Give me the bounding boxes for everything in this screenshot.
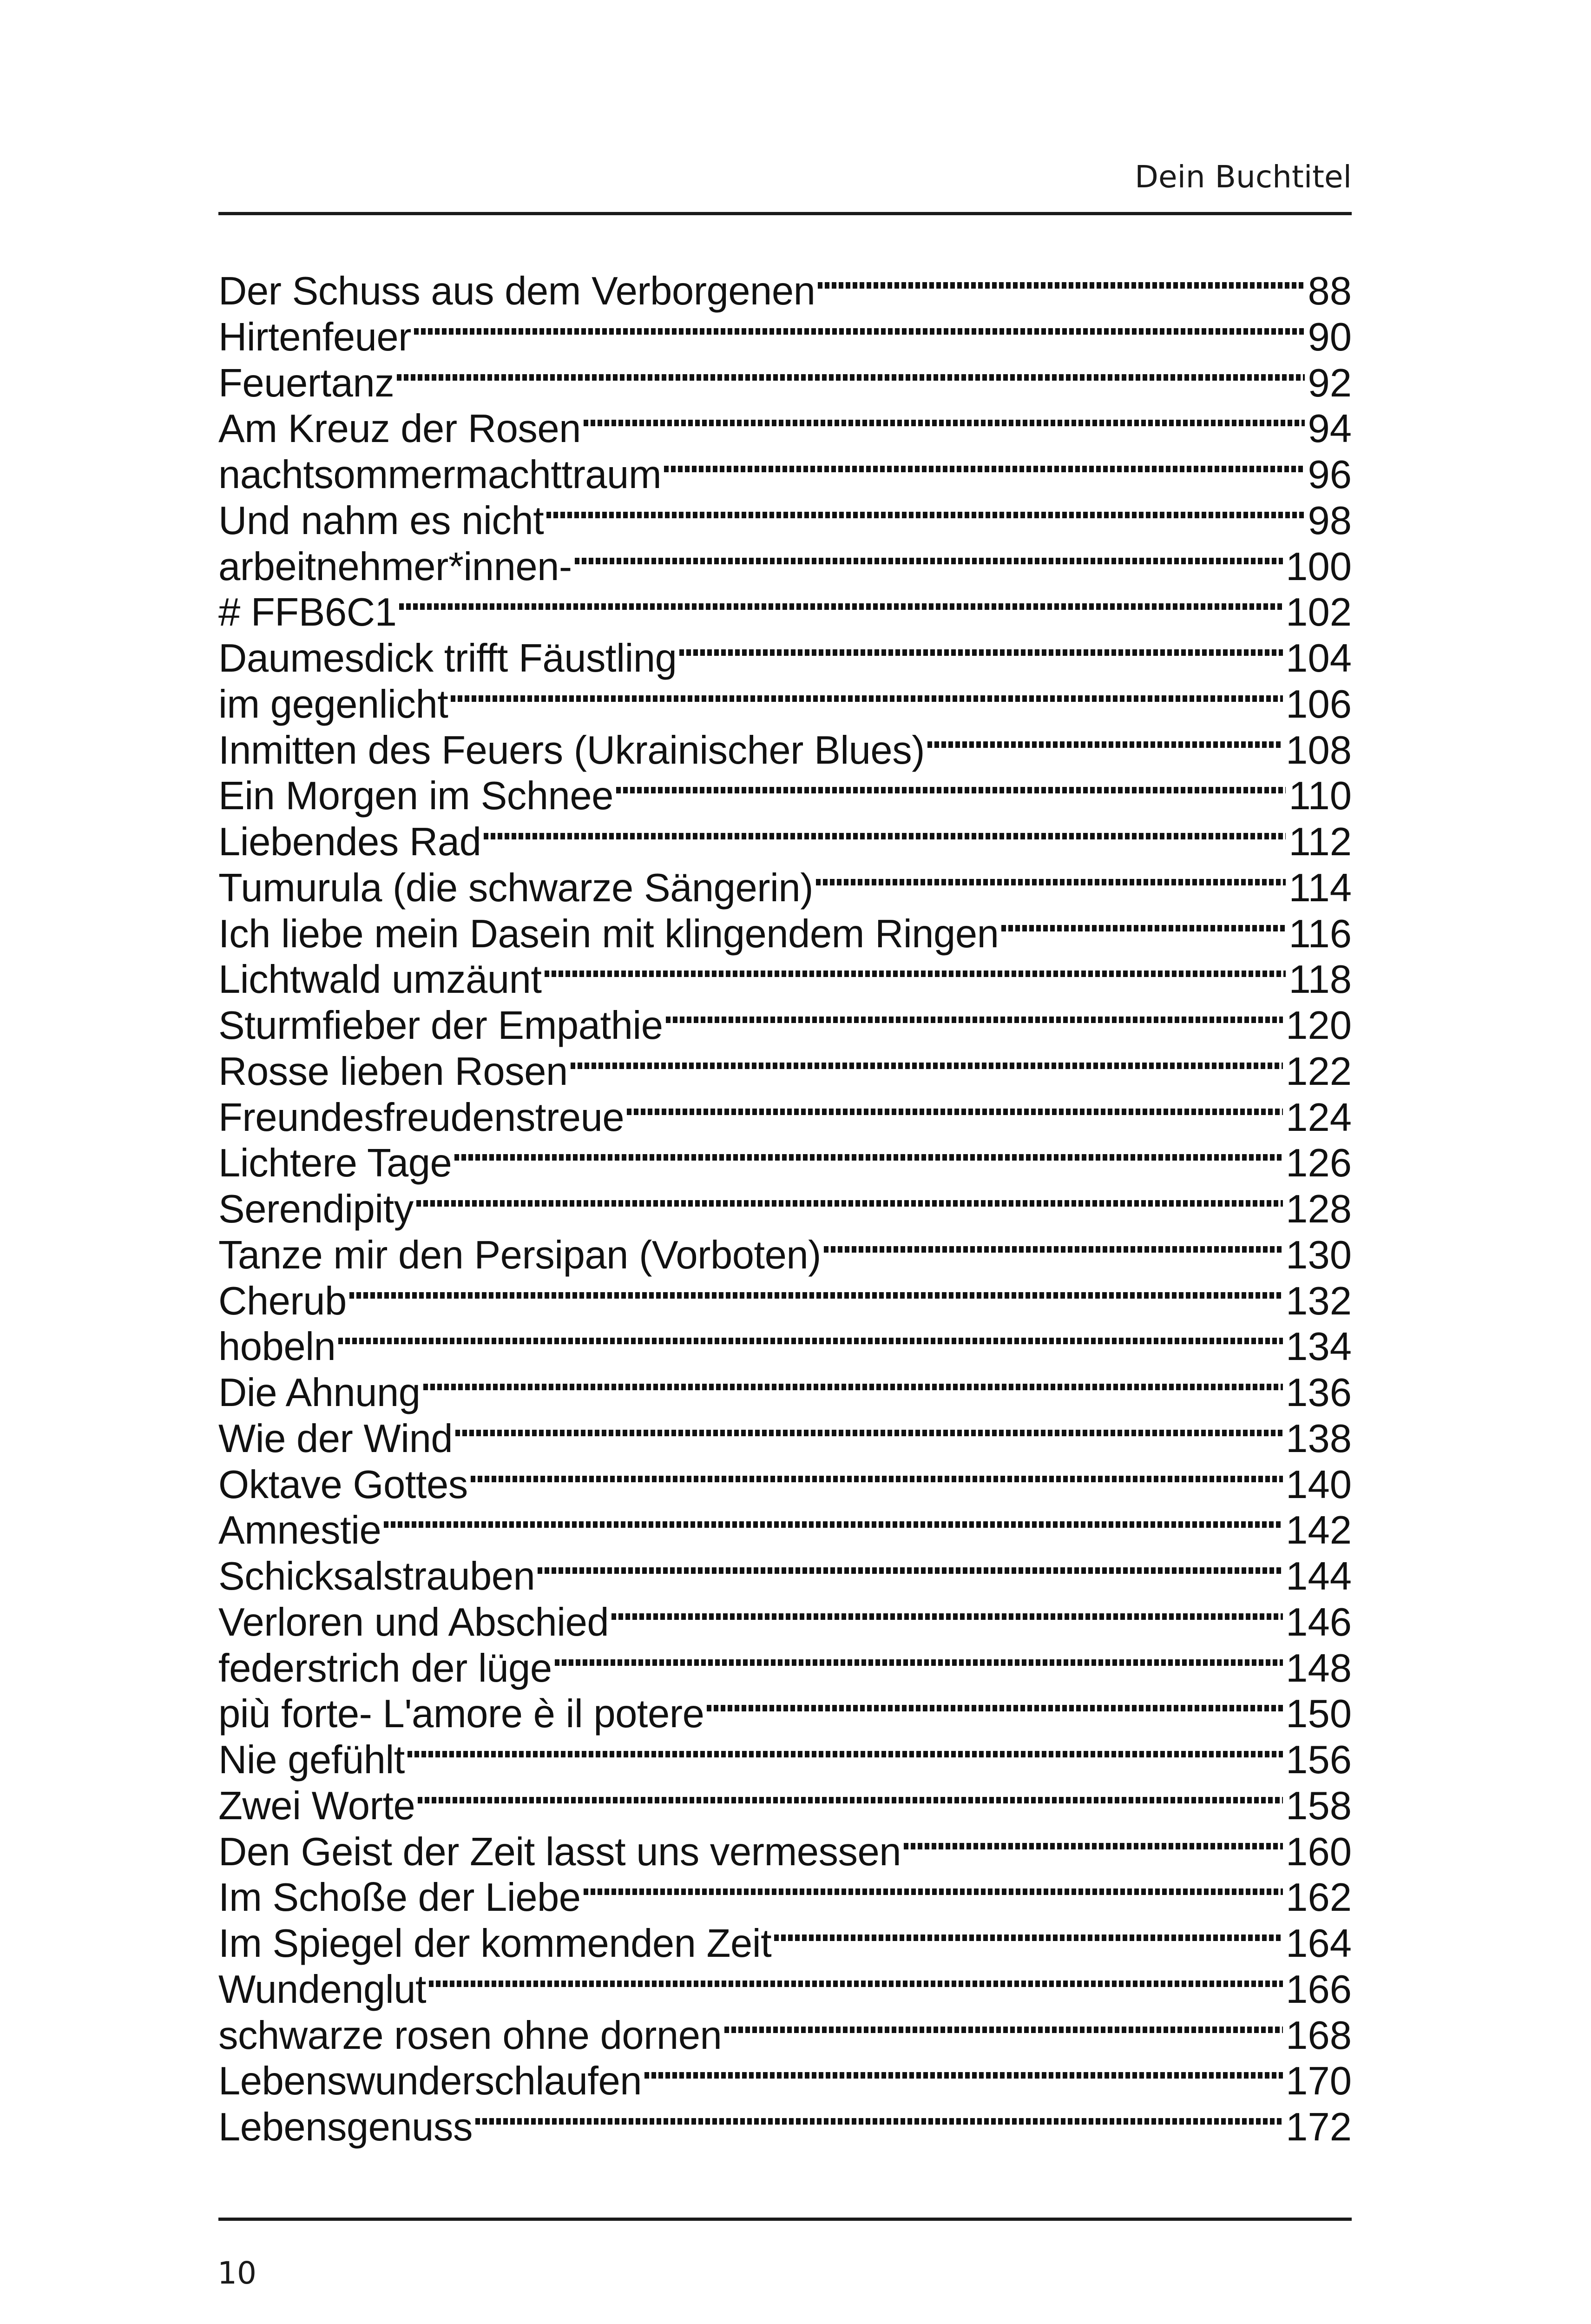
toc-dot-leader bbox=[616, 787, 1286, 793]
toc-dot-leader bbox=[471, 1476, 1283, 1482]
toc-entry bbox=[218, 1416, 1352, 1462]
toc-entry bbox=[218, 406, 1352, 452]
toc-dot-leader bbox=[611, 1613, 1283, 1620]
toc-entry-title: Amnestie bbox=[218, 1508, 381, 1553]
toc-entry-title: Cherub bbox=[218, 1279, 347, 1323]
toc-entry-title: Serendipity bbox=[218, 1187, 414, 1231]
toc-dot-leader bbox=[644, 2072, 1283, 2079]
toc-entry-page-number: 130 bbox=[1286, 1233, 1352, 1277]
toc-dot-leader bbox=[575, 558, 1283, 564]
toc-entry bbox=[218, 1233, 1352, 1279]
toc-dot-leader bbox=[545, 971, 1286, 977]
toc-entry-page-number: 146 bbox=[1286, 1600, 1352, 1644]
toc-entry-title: più forte- L'amore è il potere bbox=[218, 1692, 704, 1736]
toc-dot-leader bbox=[818, 282, 1305, 289]
toc-entry-title: Lichtwald umzäunt bbox=[218, 957, 542, 1002]
toc-entry bbox=[218, 865, 1352, 911]
toc-entry-page-number: 114 bbox=[1289, 865, 1352, 910]
toc-dot-leader bbox=[408, 1751, 1283, 1757]
toc-entry-page-number: 100 bbox=[1286, 544, 1352, 589]
toc-entry-title: hobeln bbox=[218, 1325, 336, 1369]
toc-entry bbox=[218, 1600, 1352, 1646]
toc-entry-title: Hirtenfeuer bbox=[218, 315, 411, 359]
toc-entry-page-number: 138 bbox=[1286, 1416, 1352, 1461]
toc-dot-leader bbox=[397, 374, 1305, 381]
table-of-contents bbox=[218, 269, 1352, 2151]
toc-entry bbox=[218, 1783, 1352, 1829]
toc-dot-leader bbox=[546, 512, 1305, 518]
toc-entry-page-number: 104 bbox=[1286, 636, 1352, 680]
toc-dot-leader bbox=[475, 2118, 1283, 2125]
toc-dot-leader bbox=[1001, 925, 1286, 931]
toc-entry-page-number: 168 bbox=[1286, 2013, 1352, 2058]
toc-dot-leader bbox=[664, 466, 1305, 472]
toc-entry-page-number: 96 bbox=[1308, 453, 1352, 497]
toc-dot-leader bbox=[338, 1338, 1283, 1344]
toc-entry-page-number: 90 bbox=[1308, 315, 1352, 359]
toc-dot-leader bbox=[707, 1705, 1283, 1711]
toc-entry bbox=[218, 1141, 1352, 1187]
toc-entry-page-number: 142 bbox=[1286, 1508, 1352, 1553]
toc-entry-page-number: 124 bbox=[1286, 1095, 1352, 1140]
toc-entry-page-number: 144 bbox=[1286, 1554, 1352, 1598]
toc-entry-page-number: 120 bbox=[1286, 1004, 1352, 1048]
toc-dot-leader bbox=[571, 1063, 1283, 1069]
toc-entry bbox=[218, 1737, 1352, 1783]
toc-dot-leader bbox=[484, 833, 1286, 839]
toc-entry-title: Verloren und Abschied bbox=[218, 1600, 609, 1644]
toc-entry bbox=[218, 773, 1352, 819]
toc-entry-page-number: 112 bbox=[1289, 820, 1352, 864]
toc-dot-leader bbox=[584, 420, 1305, 426]
toc-entry-title: Inmitten des Feuers (Ukrainischer Blues) bbox=[218, 728, 925, 772]
toc-entry bbox=[218, 1049, 1352, 1095]
toc-entry-page-number: 150 bbox=[1286, 1692, 1352, 1736]
toc-entry bbox=[218, 590, 1352, 636]
toc-dot-leader bbox=[423, 1384, 1283, 1390]
toc-entry bbox=[218, 544, 1352, 590]
toc-entry bbox=[218, 2105, 1352, 2151]
toc-entry bbox=[218, 1875, 1352, 1921]
toc-entry-title: # FFB6C1 bbox=[218, 590, 397, 635]
toc-entry bbox=[218, 2013, 1352, 2059]
toc-entry bbox=[218, 1646, 1352, 1692]
toc-entry-title: Schicksalstrauben bbox=[218, 1554, 535, 1598]
toc-entry bbox=[218, 819, 1352, 865]
toc-entry-page-number: 128 bbox=[1286, 1187, 1352, 1231]
toc-entry bbox=[218, 728, 1352, 774]
toc-dot-leader bbox=[824, 1246, 1283, 1253]
toc-entry-page-number: 134 bbox=[1286, 1325, 1352, 1369]
toc-dot-leader bbox=[429, 1981, 1283, 1987]
toc-entry-title: Lebenswunderschlaufen bbox=[218, 2059, 642, 2104]
toc-dot-leader bbox=[349, 1292, 1283, 1299]
toc-entry-title: federstrich der lüge bbox=[218, 1646, 552, 1690]
toc-entry-page-number: 132 bbox=[1286, 1279, 1352, 1323]
toc-entry bbox=[218, 636, 1352, 682]
toc-dot-leader bbox=[538, 1567, 1283, 1574]
toc-entry bbox=[218, 1691, 1352, 1737]
toc-entry-title: Ein Morgen im Schnee bbox=[218, 774, 613, 819]
toc-entry bbox=[218, 361, 1352, 407]
toc-dot-leader bbox=[384, 1521, 1283, 1528]
toc-entry bbox=[218, 315, 1352, 361]
toc-dot-leader bbox=[927, 741, 1283, 748]
toc-dot-leader bbox=[774, 1934, 1283, 1941]
toc-entry-title: Die Ahnung bbox=[218, 1371, 421, 1415]
toc-entry bbox=[218, 1921, 1352, 1967]
toc-entry-title: Am Kreuz der Rosen bbox=[218, 407, 581, 451]
toc-entry-page-number: 140 bbox=[1286, 1462, 1352, 1507]
page-number: 10 bbox=[217, 2255, 256, 2291]
toc-entry-title: Lebensgenuss bbox=[218, 2105, 473, 2149]
toc-entry-page-number: 106 bbox=[1286, 682, 1352, 726]
toc-entry-title: Wundenglut bbox=[218, 1967, 427, 2012]
toc-entry bbox=[218, 1095, 1352, 1141]
toc-entry-title: Im Schoße der Liebe bbox=[218, 1875, 581, 1920]
toc-entry bbox=[218, 1829, 1352, 1875]
toc-entry bbox=[218, 1508, 1352, 1554]
toc-entry bbox=[218, 1370, 1352, 1416]
toc-dot-leader bbox=[416, 1200, 1283, 1207]
toc-entry-title: Feuertanz bbox=[218, 361, 394, 405]
toc-entry-page-number: 148 bbox=[1286, 1646, 1352, 1690]
toc-dot-leader bbox=[584, 1888, 1283, 1895]
toc-entry-page-number: 170 bbox=[1286, 2059, 1352, 2104]
toc-entry-title: im gegenlicht bbox=[218, 682, 448, 726]
toc-entry bbox=[218, 1462, 1352, 1508]
toc-entry-page-number: 156 bbox=[1286, 1738, 1352, 1782]
toc-entry-page-number: 102 bbox=[1286, 590, 1352, 635]
toc-entry-title: schwarze rosen ohne dornen bbox=[218, 2013, 722, 2058]
toc-entry-title: Sturmfieber der Empathie bbox=[218, 1004, 663, 1048]
toc-dot-leader bbox=[455, 1430, 1283, 1436]
toc-entry bbox=[218, 911, 1352, 957]
toc-entry-title: Zwei Worte bbox=[218, 1783, 415, 1828]
toc-entry-title: Nie gefühlt bbox=[218, 1738, 405, 1782]
toc-entry-title: Der Schuss aus dem Verborgenen bbox=[218, 269, 815, 313]
toc-entry-title: Liebendes Rad bbox=[218, 820, 481, 864]
toc-dot-leader bbox=[666, 1017, 1283, 1023]
toc-entry-title: Tanze mir den Persipan (Vorboten) bbox=[218, 1233, 821, 1277]
toc-entry-title: Im Spiegel der kommenden Zeit bbox=[218, 1921, 772, 1966]
toc-entry bbox=[218, 1967, 1352, 2013]
toc-entry-page-number: 110 bbox=[1289, 774, 1352, 819]
toc-dot-leader bbox=[451, 695, 1283, 702]
toc-dot-leader bbox=[555, 1659, 1283, 1666]
toc-dot-leader bbox=[679, 649, 1283, 656]
toc-entry-page-number: 108 bbox=[1286, 728, 1352, 772]
toc-entry bbox=[218, 957, 1352, 1003]
toc-entry-title: Wie der Wind bbox=[218, 1416, 453, 1461]
toc-entry-page-number: 164 bbox=[1286, 1921, 1352, 1966]
toc-entry-page-number: 166 bbox=[1286, 1967, 1352, 2012]
toc-entry-title: Oktave Gottes bbox=[218, 1462, 468, 1507]
footer-rule bbox=[218, 2218, 1352, 2221]
toc-entry-page-number: 118 bbox=[1289, 957, 1352, 1002]
toc-entry-title: Tumurula (die schwarze Sängerin) bbox=[218, 865, 814, 910]
toc-entry bbox=[218, 1324, 1352, 1370]
toc-dot-leader bbox=[724, 2027, 1283, 2033]
toc-entry-page-number: 98 bbox=[1308, 498, 1352, 543]
toc-entry-page-number: 160 bbox=[1286, 1829, 1352, 1874]
toc-entry bbox=[218, 682, 1352, 728]
toc-dot-leader bbox=[627, 1109, 1283, 1115]
toc-dot-leader bbox=[816, 879, 1286, 885]
toc-dot-leader bbox=[399, 603, 1283, 610]
toc-entry-title: Lichtere Tage bbox=[218, 1141, 452, 1186]
header-rule bbox=[218, 212, 1352, 215]
toc-entry-page-number: 172 bbox=[1286, 2105, 1352, 2149]
toc-entry bbox=[218, 1554, 1352, 1600]
toc-entry-title: Daumesdick trifft Fäustling bbox=[218, 636, 677, 680]
toc-entry-title: Freundesfreudenstreue bbox=[218, 1095, 625, 1140]
toc-entry bbox=[218, 452, 1352, 498]
toc-entry-page-number: 158 bbox=[1286, 1783, 1352, 1828]
toc-entry-page-number: 126 bbox=[1286, 1141, 1352, 1186]
toc-dot-leader bbox=[418, 1797, 1283, 1803]
toc-entry bbox=[218, 1279, 1352, 1325]
toc-entry-page-number: 116 bbox=[1289, 911, 1352, 956]
toc-dot-leader bbox=[904, 1843, 1283, 1849]
toc-entry-title: nachtsommermachttraum bbox=[218, 453, 662, 497]
toc-entry bbox=[218, 2059, 1352, 2105]
running-header-title: Dein Buchtitel bbox=[1135, 159, 1352, 195]
toc-entry bbox=[218, 498, 1352, 544]
toc-entry-page-number: 92 bbox=[1308, 361, 1352, 405]
toc-entry-page-number: 94 bbox=[1308, 407, 1352, 451]
toc-entry-title: Rosse lieben Rosen bbox=[218, 1049, 568, 1094]
toc-dot-leader bbox=[454, 1154, 1283, 1161]
toc-entry-title: Den Geist der Zeit lasst uns vermessen bbox=[218, 1829, 901, 1874]
toc-dot-leader bbox=[414, 328, 1305, 335]
toc-entry-page-number: 162 bbox=[1286, 1875, 1352, 1920]
toc-entry-title: Ich liebe mein Dasein mit klingendem Ringen bbox=[218, 911, 999, 956]
toc-entry-title: arbeitnehmer*innen- bbox=[218, 544, 572, 589]
toc-entry-page-number: 88 bbox=[1308, 269, 1352, 313]
toc-entry bbox=[218, 1003, 1352, 1049]
toc-entry-title: Und nahm es nicht bbox=[218, 498, 544, 543]
toc-entry-page-number: 122 bbox=[1286, 1049, 1352, 1094]
toc-entry bbox=[218, 269, 1352, 315]
toc-entry bbox=[218, 1187, 1352, 1233]
toc-entry-page-number: 136 bbox=[1286, 1371, 1352, 1415]
